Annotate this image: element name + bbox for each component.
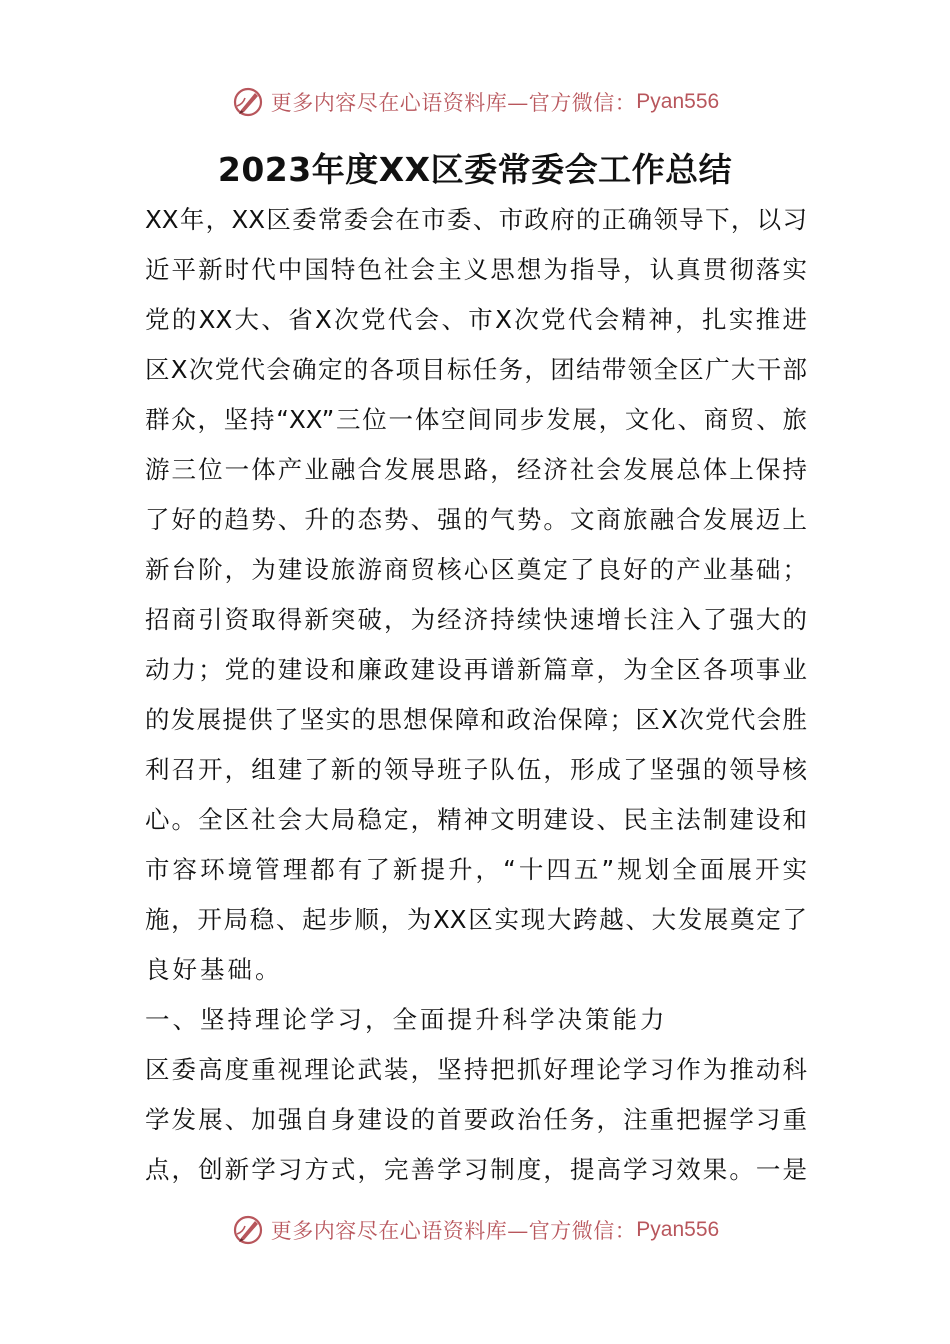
text-line: 招商引资取得新突破，为经济持续快速增长注入了强大的 — [145, 605, 807, 634]
document-title: 2023年度XX区委常委会工作总结 — [217, 150, 733, 189]
text-line: 区委高度重视理论武装，坚持把抓好理论学习作为推动科 — [145, 1055, 807, 1084]
text-line: 利召开，组建了新的领导班子队伍，形成了坚强的领导核 — [145, 755, 807, 784]
document-body — [145, 195, 807, 1195]
text-line: XX年，XX区委常委会在市委、市政府的正确领导下，以习 — [145, 205, 807, 234]
text-line: 施，开局稳、起步顺，为XX区实现大跨越、大发展奠定了 — [145, 905, 807, 934]
text-line: 市容环境管理都有了新提升，“十四五”规划全面展开实 — [145, 855, 807, 884]
pen-logo-icon — [231, 84, 267, 120]
footer-watermark — [0, 1210, 950, 1250]
text-line: 的发展提供了坚实的思想保障和政治保障；区X次党代会胜 — [145, 705, 807, 734]
text-line: 新台阶，为建设旅游商贸核心区奠定了良好的产业基础； — [145, 555, 807, 584]
text-line: 游三位一体产业融合发展思路，经济社会发展总体上保持 — [145, 455, 807, 484]
watermark-wechat-id: Pyan556 — [636, 90, 720, 113]
text-line: 良好基础。 — [145, 955, 283, 984]
watermark-text: 更多内容尽在心语资料库—官方微信： — [270, 91, 637, 115]
text-line: 了好的趋势、升的态势、强的气势。文商旅融合发展迈上 — [145, 505, 807, 534]
pen-logo-icon — [231, 1212, 267, 1248]
text-line: 党的XX大、省X次党代会、市X次党代会精神，扎实推进 — [145, 305, 807, 334]
text-line: 区X次党代会确定的各项目标任务，团结带领全区广大干部 — [145, 355, 808, 384]
text-line: 近平新时代中国特色社会主义思想为指导，认真贯彻落实 — [145, 255, 807, 284]
watermark-wechat-id: Pyan556 — [636, 1218, 720, 1241]
text-line: 动力；党的建设和廉政建设再谱新篇章，为全区各项事业 — [145, 655, 807, 684]
header-watermark — [0, 82, 950, 122]
text-line: 学发展、加强自身建设的首要政治任务，注重把握学习重 — [145, 1105, 807, 1134]
text-line: 心。全区社会大局稳定，精神文明建设、民主法制建设和 — [145, 805, 807, 834]
text-line: 群众，坚持“XX”三位一体空间同步发展，文化、商贸、旅 — [145, 405, 807, 434]
text-line: 点，创新学习方式，完善学习制度，提高学习效果。一是 — [145, 1155, 807, 1184]
watermark-text: 更多内容尽在心语资料库—官方微信： — [270, 1219, 637, 1243]
section-heading: 一、坚持理论学习，全面提升科学决策能力 — [145, 1005, 668, 1034]
